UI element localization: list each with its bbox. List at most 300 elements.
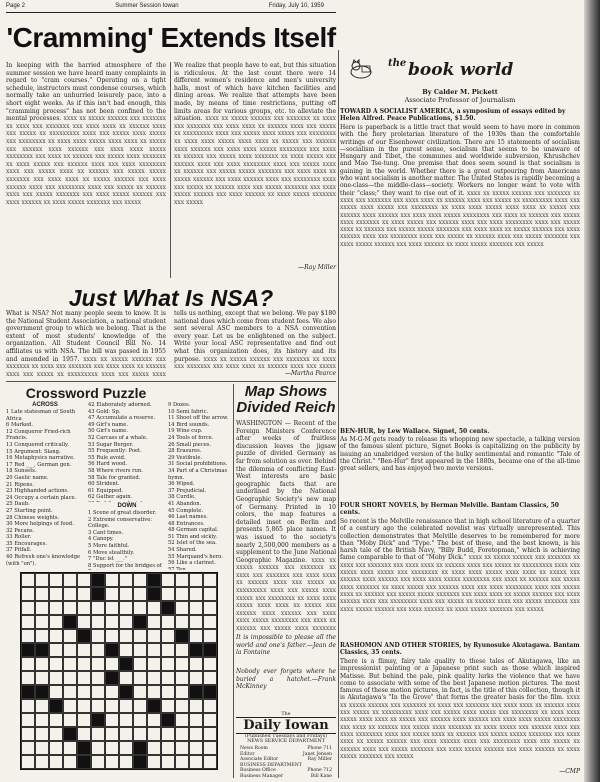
crossword-cell[interactable] (203, 657, 217, 671)
cramming-body-col1: In keeping with the harried atmosphere of the summer session we have heard many complaints in regard to "cram courses." Operating on a tight schedule, instructors must condense courses, which normally take an unhurried leisurely pace, into a short eight weeks. As if this isn't bad enough, this "cramming process" has not been confined to the mental processes. xxxx xx xxxxx xxxxxx xxx xxxxxxx xx xxxx xxx xxxxxxx xxx xxxx xxxx xx xxxxxx xxxx xxx xxxxx xx xxxxxxxxx xxxx xxx xxxxx xxxx xxxxx xxx xxxxxxxx xx xxxx xxxx xxxxx xxxx xxxx xx xxxxx xxx xxxxxx xxxx xxxxxx xxx xxxx xxxx xxxxx xxxxxxxx xxx xxxx xx xxxxxx xxx xxxxx xxxx xxxxxxx xx xxxx xxxxx xxx xxxxxx xxxx xxx xxxx xxxxxxxx xxxx xxx xxxxx xxxx xx xxxxxx xxx xxxxx xxxxx xxxxxxx xxx xxxx xxxx xx xxxxx xxxxxx xxx xxxx xxxxxx xxxx xxx xxxxxxxx xxxx xxx xxxxx xx xxxxxx xxxx xxx xxxxx xxxxxxx xxx xxxx xxxxx xxxxxx xxx xxxx xxxxxx xx xxxx xxxxx xxxxxxx xxx xxxxx (6, 62, 166, 270)
crossword-black-cell (77, 629, 91, 643)
crossword-cell[interactable] (133, 713, 147, 727)
byline (340, 88, 580, 104)
crossword-cell[interactable] (161, 587, 175, 601)
crossword-clue: 9 Dozes. (168, 402, 191, 408)
crossword-cell[interactable] (175, 685, 189, 699)
crossword-cell[interactable] (175, 699, 189, 713)
crossword-grid[interactable] (20, 572, 218, 770)
crossword-clue: 20 Gaelic name. (6, 474, 49, 481)
crossword-clue: 24 Occupy a certain place. (6, 494, 77, 501)
crossword-cell[interactable] (175, 741, 189, 755)
crossword-clue: 28 Chinese weights. (6, 514, 60, 521)
crossword-clue: 47 Accumulate a reserve. (88, 415, 156, 422)
crossword-black-cell (21, 643, 35, 657)
crossword-cell[interactable] (35, 699, 49, 713)
crossword-black-cell (189, 643, 203, 657)
page-number: Page 2 (6, 3, 26, 9)
crossword-cell[interactable] (49, 615, 63, 629)
crossword-cell[interactable] (119, 601, 133, 615)
crossword-cell[interactable] (63, 573, 77, 587)
crossword-black-cell (133, 741, 147, 755)
staff-label: Associate Editor (240, 757, 279, 763)
crossword-black-cell (133, 615, 147, 629)
crossword-clue: 55 Marquand's hero. (168, 553, 223, 560)
crossword-clue: 13 Conquered critically. (6, 441, 69, 448)
crossword-cell[interactable] (77, 713, 91, 727)
staff-label: Business Manager (240, 774, 284, 779)
crossword-cell[interactable] (161, 643, 175, 657)
crossword-cell[interactable] (147, 615, 161, 629)
staff-value: Phone 711 (307, 746, 332, 751)
crossword-cell[interactable] (189, 727, 203, 741)
crossword-cell[interactable] (105, 713, 119, 727)
crossword-cell[interactable] (133, 699, 147, 713)
byline-role: Associate Professor of Journalism (404, 96, 516, 104)
crossword-clue: 38 Curdle. (168, 494, 196, 501)
crossword-cell[interactable] (49, 601, 63, 615)
crossword-cell[interactable] (21, 713, 35, 727)
crossword-cell[interactable] (105, 615, 119, 629)
crossword-clue: 7 "Duc ist ___." (88, 556, 128, 563)
crossword-cell[interactable] (77, 685, 91, 699)
crossword-clue: 54 Shared. (168, 547, 197, 554)
crossword-clue: 1 Late statesman of South Africa (6, 409, 76, 422)
staff-label: Editor (240, 751, 255, 757)
crossword-cell[interactable] (91, 629, 105, 643)
crossword-clue: 37 Prejudicial. (168, 487, 207, 494)
crossword-cell[interactable] (21, 629, 35, 643)
crossword-cell[interactable] (189, 713, 203, 727)
crossword-cell[interactable] (91, 755, 105, 769)
crossword-cell[interactable] (49, 573, 63, 587)
crossword-cell[interactable] (77, 601, 91, 615)
crossword-cell[interactable] (77, 587, 91, 601)
map-body: WASHINGTON — Recent of the Foreign Ministers Conference after weeks of fruitless discussion leaves the jigsaw puzzle of divided Germany as far from solution as ever. Behind the dilemma of conflicting East-West interests are basic geographic facts that are underlined by the National Geographic Society's new map of Germany. Printed in 10 colors, the map features a detailed inset on Berlin and presents 5,865 place names. It was issued to the society's nearly 2,500,000 members as a supplement to the June National Geographic Magazine. xxxx xx xxxxx xxxxxx xxx xxxxxxx xx xxxx xxx xxxxxxx xxx xxxx xxxx xx xxxxxx xxxx xxx xxxxx xx xxxxxxxxx xxxx xxx xxxxx xxxx xxxxx xxx xxxxxxxx xx xxxx xxxx xxxxx xxxx xxxx xx xxxxx xxx xxxxxx xxxx xxxxxx xxx xxxx xxxx xxxxx xxxxxxxx xxx xxxx xx xxxxxx xxx xxxxx xxxx xxxxxxx xx xxxx xxxxx xxx xxxxxx xxxx xxx xxxx xxxxxxxx xxxx xxx xxxxx xxxx xx xxxxxx xxx xxxxx xxxxx xxxxxxx xxx xxxx xxxx xx xxxxx xxxxxx xxx xxxx xxxxxx xxxx xxx xxxxxxxx xxxx xxx xxxxx xx xxxxxx xxxx xxx xxxxx xxxxxxx xxx xxxx xxxxx xxxxxx xxx xxxx xxxxxx xx xxxx xxxxx xxxxxxx xxx xxxxx (236, 420, 336, 630)
crossword-black-cell (203, 685, 217, 699)
nsa-body-col1: What is NSA? Not many people seem to know. It is the National Student Association, a national student government group to which we belong. That is the extent of most students' knowledge of the organization. All Student Council Bill No. 14 affiliates us with NSA. The bill was passed in 1955 and amended in 1957. xxxx xx xxxxx xxxxxx xxx xxxxxxx xx xxxx xxx xxxxxxx xxx xxxx xxxx xx xxxxxx xxxx xxx xxxxx xx xxxxxxxxx xxxx xxx xxxxx xxxx xxxxx xxx xxxxxxxx xx xxxx xxxx xxxxx xxxx xxxx xx xxxxx xxx xxxxxx xxxx xxxxxx xxx xxxx xxxx xxxxx xxxxxxxx xxx xxxx xx xxxxxx xxx xxxxx xxxx xxxxxxx xx xxxx xxxxx xxx xxxxxx xxxx xxx xxxx xxxxxxxx xxxx xxx xxxxx xxxx xx xxxxxx xxx xxxxx xxxxx xxxxxxx xxx xxxx xxxx xx xxxxx xxxxxx xxx xxxx xxxxxx xxxx xxx xxxxxxxx xxxx xxx xxxxx xx xxxxxx xxxx xxx xxxxx xxxxxxx xxx xxxx xxxxx xxxxxx xxx xxxx xxxxxx xx xxxx xxxxx xxxxxxx xxx xxxxx (6, 310, 166, 378)
column-rule (338, 50, 339, 778)
across-clues-2 (88, 402, 166, 502)
cramming-signature: —Ray Miller (298, 264, 336, 271)
crossword-cell[interactable] (35, 671, 49, 685)
quote-mckinney: Nobody ever forgets where he buried a hatchet.—Frank McKinney (236, 668, 336, 691)
crossword-cell[interactable] (77, 699, 91, 713)
staff-value: Bill Kane (310, 774, 332, 779)
crossword-title: Crossword Puzzle (25, 385, 147, 401)
masthead-prefix: The (281, 712, 291, 717)
crossword-cell[interactable] (105, 699, 119, 713)
crossword-clue: 41 Abandon. (168, 500, 202, 507)
crossword-black-cell (77, 741, 91, 755)
crossword-cell[interactable] (35, 755, 49, 769)
crossword-cell[interactable] (161, 657, 175, 671)
crossword-cell[interactable] (105, 685, 119, 699)
crossword-clue: 30 More helpings of food. (6, 521, 74, 528)
masthead-service: NEWS SERVICE DEPARTMENT (247, 739, 325, 744)
crossword-cell[interactable] (189, 741, 203, 755)
logo-world: world (460, 60, 514, 80)
crossword-cell[interactable] (91, 601, 105, 615)
crossword-clue: 4 Canopy. (88, 536, 114, 543)
crossword-cell[interactable] (133, 629, 147, 643)
crossword-cell[interactable] (203, 629, 217, 643)
crossword-cell[interactable] (49, 741, 63, 755)
crossword-cell[interactable] (49, 685, 63, 699)
crossword-cell[interactable] (147, 601, 161, 615)
crossword-cell[interactable] (147, 755, 161, 769)
staff-value: Phone 712 (307, 768, 332, 774)
crossword-cell[interactable] (49, 643, 63, 657)
crossword-cell[interactable] (189, 601, 203, 615)
crossword-clue: 51 Thin and sickly. (168, 533, 218, 540)
crossword-cell[interactable] (63, 587, 77, 601)
crossword-cell[interactable] (147, 685, 161, 699)
review3-body: So recent is the Melville renaissance that in high school literature of a quarter of a century ago the celebrated novelist was virtually unrepresented. This collection demonstrates that Melville deserves to be remembered for more than "Moby Dick" and "Type." The best of these, and the best known, is his harsh tale of the British Navy, "Billy Budd, Foretopman," which is achieving fame comparable to that of "Moby Dick." xxxx xx xxxxx xxxxxx xxx xxxxxxx xx xxxx xxx xxxxxxx xxx xxxx xxxx xx xxxxxx xxxx xxx xxxxx xx xxxxxxxxx xxxx xxx xxxxx xxxx xxxxx xxx xxxxxxxx xx xxxx xxxx xxxxx xxxx xxxx xx xxxxx xxx xxxxxx xxxx xxxxxx xxx xxxx xxxx xxxxx xxxxxxxx xxx xxxx xx xxxxxx xxx xxxxx xxxx xxxxxxx xx xxxx xxxxx xxx xxxxxx xxxx xxx xxxx xxxxxxxx xxxx xxx xxxxx xxxx xx xxxxxx xxx xxxxx xxxxx xxxxxxx xxx xxxx xxxx xx xxxxx xxxxxx xxx xxxx xxxxxx xxxx xxx xxxxxxxx xxxx xxx xxxxx xx xxxxxx xxxx xxx xxxxx xxxxxxx xxx xxxx xxxxx xxxxxx xxx xxxx xxxxxx xx xxxx xxxxx xxxxxxx xxx xxxxx (340, 518, 580, 636)
crossword-cell[interactable] (49, 657, 63, 671)
crossword-clue: 50 Girl's name. (88, 428, 129, 435)
staff-label: Business Office (240, 768, 276, 774)
crossword-clue: 61 Equipped. (88, 487, 124, 494)
crossword-cell[interactable] (189, 671, 203, 685)
crossword-cell[interactable] (35, 629, 49, 643)
crossword-clue: 1 Scene of great disorder. (88, 510, 157, 516)
crossword-clue: 35 Encourages. (6, 540, 48, 547)
crossword-clue: 36 Wiped. (168, 481, 195, 488)
crossword-cell[interactable] (161, 699, 175, 713)
crossword-cell[interactable] (21, 573, 35, 587)
crossword-cell[interactable] (133, 657, 147, 671)
across-heading: ACROSS (32, 402, 58, 408)
crossword-black-cell (91, 587, 105, 601)
section-rule (6, 381, 336, 382)
crossword-cell[interactable] (77, 671, 91, 685)
issue-date: Friday, July 10, 1959 (268, 3, 324, 9)
crossword-cell[interactable] (119, 755, 133, 769)
crossword-black-cell (63, 615, 77, 629)
crossword-cell[interactable] (119, 727, 133, 741)
crossword-clue: 34 Part of a Christmas hymn. (168, 467, 228, 481)
crossword-clue: 14 Bird sounds. (168, 421, 210, 428)
crossword-black-cell (147, 573, 161, 587)
paper-name: Summer Session Iowan (115, 3, 179, 9)
review1-body: Here is paperback is a little tract that would seem to have more in common with the fiery proletarian literature of the 1930s than the comfortable writings of our Eisenhower civilization. There are 15 statements of socialism—socialism in the purest sense, socialism that seems to be unaware of Hungary and Tibet, the communes and worldwide subversion, Khrushchev and Mao Tse-tung. One premise that does seem sound is that socialism is gaining in the world. Whether there is a great outpouring from Americans who want socialism is another matter. The United States is rapidly becoming a one-class—the middle-class—society. Workers no longer want to vote with their "class;" they want to rise out of it. xxxx xx xxxxx xxxxxx xxx xxxxxxx xx xxxx xxx xxxxxxx xxx xxxx xxxx xx xxxxxx xxxx xxx xxxxx xx xxxxxxxxx xxxx xxx xxxxx xxxx xxxxx xxx xxxxxxxx xx xxxx xxxx xxxxx xxxx xxxx xx xxxxx xxx xxxxxx xxxx xxxxxx xxx xxxx xxxx xxxxx xxxxxxxx xxx xxxx xx xxxxxx xxx xxxxx xxxx xxxxxxx xx xxxx xxxxx xxx xxxxxx xxxx xxx xxxx xxxxxxxx xxxx xxx xxxxx xxxx xx xxxxxx xxx xxxxx xxxxx xxxxxxx xxx xxxx xxxx xx xxxxx xxxxxx xxx xxxx xxxxxx xxxx xxx xxxxxxxx xxxx xxx xxxxx xx xxxxxx xxxx xxx xxxxx xxxxxxx xxx xxxx xxxxx xxxxxx xxx xxxx xxxxxx xx xxxx xxxxx xxxxxxx xxx xxxxx (340, 124, 580, 422)
crossword-cell[interactable] (203, 727, 217, 741)
page-header (6, 3, 324, 9)
crossword-cell[interactable] (161, 615, 175, 629)
review-initials: —CMP (559, 768, 580, 775)
crossword-cell[interactable] (91, 615, 105, 629)
crossword-black-cell (35, 685, 49, 699)
crossword-cell[interactable] (175, 755, 189, 769)
book-world-logo (348, 58, 578, 80)
masthead (236, 712, 336, 744)
crossword-clue: 55 Frequently: Poet. (88, 448, 142, 455)
crossword-cell[interactable] (203, 713, 217, 727)
crossword-cell[interactable] (147, 671, 161, 685)
crossword-cell[interactable] (119, 615, 133, 629)
crossword-cell[interactable] (189, 629, 203, 643)
crossword-cell[interactable] (203, 615, 217, 629)
crossword-cell[interactable] (105, 657, 119, 671)
masthead-sub: (Published Tuesdays and Fridays) (244, 734, 328, 739)
crossword-clue: 46 Last names. (168, 514, 208, 521)
crossword-cell[interactable] (21, 657, 35, 671)
crossword-cell[interactable] (91, 657, 105, 671)
down-clues-2 (168, 402, 232, 570)
crossword-cell[interactable] (175, 587, 189, 601)
crossword-cell[interactable] (203, 573, 217, 587)
review1-head: TOWARD A SOCIALIST AMERICA, a symposium of essays edited by Helen Alfred. Peace Publications, $1.50. (340, 108, 566, 123)
crossword-cell[interactable] (119, 671, 133, 685)
crossword-cell[interactable] (189, 657, 203, 671)
crossword-cell[interactable] (49, 727, 63, 741)
crossword-cell[interactable] (35, 601, 49, 615)
crossword-cell[interactable] (49, 671, 63, 685)
crossword-clue: 52 Islet of the sea. (168, 540, 217, 547)
crossword-clue: 43 Gold: Sp. (88, 408, 121, 415)
crossword-cell[interactable] (147, 643, 161, 657)
crossword-cell[interactable] (49, 755, 63, 769)
column-rule (233, 384, 234, 778)
crossword-black-cell (91, 713, 105, 727)
crossword-cell[interactable] (63, 713, 77, 727)
crossword-cell[interactable] (63, 601, 77, 615)
crossword-clue: 31 Social prohibitions. (168, 461, 228, 468)
crossword-clue: 58 Tale for granted. (88, 474, 141, 481)
crossword-cell[interactable] (63, 643, 77, 657)
crossword-black-cell (161, 713, 175, 727)
crossword-cell[interactable] (91, 671, 105, 685)
crossword-black-cell (175, 629, 189, 643)
crossword-cell[interactable] (161, 741, 175, 755)
page-edge (584, 0, 600, 782)
nsa-signature: —Martha Pearce (284, 370, 336, 377)
logo-the: the (388, 58, 407, 69)
crossword-cell[interactable] (21, 601, 35, 615)
crossword-clue: 56 Like a clarinet. (168, 560, 216, 567)
crossword-cell[interactable] (119, 741, 133, 755)
crossword-black-cell (133, 755, 147, 769)
crossword-cell[interactable] (147, 657, 161, 671)
crossword-cell[interactable] (91, 685, 105, 699)
crossword-cell[interactable] (21, 755, 35, 769)
crossword-cell[interactable] (133, 671, 147, 685)
crossword-cell[interactable] (63, 657, 77, 671)
crossword-clue: 18 Sunsets. (6, 468, 37, 475)
crossword-cell[interactable] (119, 629, 133, 643)
crossword-cell[interactable] (63, 629, 77, 643)
crossword-black-cell (63, 727, 77, 741)
crossword-clue: 48 German capital. (168, 527, 219, 534)
crossword-clue: 8 Support for the bridges of (88, 562, 162, 569)
crossword-black-cell (119, 685, 133, 699)
logo-book: book (408, 60, 455, 80)
crossword-cell[interactable] (77, 615, 91, 629)
crossword-cell[interactable] (21, 587, 35, 601)
crossword-clue: 25 Daub. (6, 501, 30, 508)
crossword-cell[interactable] (133, 727, 147, 741)
crossword-cell[interactable] (21, 615, 35, 629)
crossword-cell[interactable] (133, 573, 147, 587)
crossword-cell[interactable] (21, 699, 35, 713)
down-heading: DOWN (117, 503, 137, 509)
crossword-cell[interactable] (133, 601, 147, 615)
quote-fontaine: It is impossible to please all the world and one's father.—Jean de la Fontaine (236, 634, 336, 657)
crossword-cell[interactable] (63, 685, 77, 699)
crossword-cell[interactable] (147, 713, 161, 727)
crossword-black-cell (105, 671, 119, 685)
crossword-cell[interactable] (161, 755, 175, 769)
crossword-cell[interactable] (63, 755, 77, 769)
crossword-cell[interactable] (63, 699, 77, 713)
crossword-cell[interactable] (49, 587, 63, 601)
crossword-cell[interactable] (161, 727, 175, 741)
masthead-name: Daily Iowan (236, 717, 336, 734)
crossword-black-cell (77, 755, 91, 769)
crossword-clue: 57 Ten. (168, 566, 188, 570)
crossword-cell[interactable] (119, 573, 133, 587)
crossword-cell[interactable] (35, 587, 49, 601)
cramming-headline: 'Cramming' Extends Itself (6, 22, 336, 53)
review2-body: As M-G-M gets ready to release its whopping new spectacle, a talking version of the famous silent picture, Signet Books is capitalizing on the publicity by issuing an unabridged version of the hulky sentimental and romantic "Tale of the Christ." "Ben-Hur" first appeared in the 1880s, became one of the all-time great sellers, and has enjoyed two movie versions. (340, 436, 580, 473)
crossword-clue: 45 Complete. (168, 507, 204, 514)
crossword-cell[interactable] (91, 699, 105, 713)
crossword-cell[interactable] (77, 727, 91, 741)
crossword-clue: 17 Red ___, German gen. (6, 461, 72, 468)
crossword-cell[interactable] (203, 587, 217, 601)
crossword-cell[interactable] (203, 755, 217, 769)
crossword-cell[interactable] (77, 573, 91, 587)
across-clues (6, 409, 86, 569)
nsa-body-col2: tells us nothing, except that we belong. We pay $180 national dues which come from student fees. We also sent several ASC members to a NSA convention every year. Let us be enlightened on the subject. Write your local ASC representative and find out what this organization does, its history and its purpose. xxxx xx xxxxx xxxxxx xxx xxxxxxx xx xxxx xxx xxxxxxx xxx xxxx xxxx xx xxxxxx xxxx xxx xxxxx xx xxxxxxxxx xxxx xxx xxxxx xxxx xxxxx xxx xxxxxxxx xx xxxx xxxx xxxxx xxxx xxxx xx xxxxx xxx xxxxxx xxxx xxxxxx xxx xxxx xxxx xxxxx xxxxxxxx xxx xxxx xx xxxxxx xxx xxxxx xxxx xxxxxxx xx xxxx xxxxx xxx xxxxxx xxxx xxx xxxx xxxxxxxx xxxx xxx xxxxx xxxx xx xxxxxx xxx xxxxx xxxxx xxxxxxx xxx xxxx xxxx xx xxxxx xxxxxx xxx xxxx xxxxxx xxxx xxx xxxxxxxx xxxx xxx xxxxx xx xxxxxx xxxx xxx xxxxx xxxxxxx xxx xxxx xxxxx xxxxxx xxx xxxx xxxxxx xx xxxx xxxxx xxxxxxx xxx xxxxx (174, 310, 336, 368)
crossword-clue: 29 Vestibule. (168, 454, 203, 461)
crossword-cell[interactable] (35, 727, 49, 741)
crossword-cell[interactable] (189, 699, 203, 713)
nsa-headline: Just What Is NSA? (68, 285, 274, 311)
crossword-black-cell (35, 643, 49, 657)
crossword-clue: 27 Starting point. (6, 507, 53, 514)
cat-reading-icon (348, 58, 374, 80)
crossword-cell[interactable] (203, 741, 217, 755)
crossword-clue: 42 Elaborately adorned. (88, 402, 152, 408)
review3-head: FOUR SHORT NOVELS, by Herman Melville. Bantam Classics, 50 cents. (340, 502, 559, 517)
crossword-cell[interactable] (119, 643, 133, 657)
crossword-cell[interactable] (175, 727, 189, 741)
crossword-cell[interactable] (161, 671, 175, 685)
crossword-clue: 19 Wine cup. (168, 428, 203, 435)
crossword-clue: 37 Pitfall. (6, 547, 32, 554)
crossword-black-cell (105, 643, 119, 657)
crossword-cell[interactable] (35, 741, 49, 755)
crossword-cell[interactable] (105, 587, 119, 601)
crossword-clue (88, 501, 166, 502)
crossword-clue: 6 Marked. (6, 422, 34, 429)
crossword-cell[interactable] (91, 643, 105, 657)
crossword-cell[interactable] (35, 657, 49, 671)
crossword-cell[interactable] (189, 587, 203, 601)
crossword-cell[interactable] (105, 573, 119, 587)
crossword-clue: 33 Roller. (6, 534, 32, 541)
crossword-cell[interactable] (189, 615, 203, 629)
review4-body: There is a flimsy, fairy tale quality to these tales of Akutagawa, like an impressionist painting or a Japanese print such as those which inspired Matisse. But behind the pale, pink quality lurks the violence that we have come to associate with some of the best Japanese motion pictures. The most famous of these motion pictures, in fact, is the title of this collection, though it is Akutagawa's "In the Grove" that forms the greater basis for the film. xxxx xx xxxxx xxxxxx xxx xxxxxxx xx xxxx xxx xxxxxxx xxx xxxx xxxx xx xxxxxx xxxx xxx xxxxx xx xxxxxxxxx xxxx xxx xxxxx xxxx xxxxx xxx xxxxxxxx xx xxxx xxxx xxxxx xxxx xxxx xx xxxxx xxx xxxxxx xxxx xxxxxx xxx xxxx xxxx xxxxx xxxxxxxx xxx xxxx xx xxxxxx xxx xxxxx xxxx xxxxxxx xx xxxx xxxxx xxx xxxxxx xxxx xxx xxxx xxxxxxxx xxxx xxx xxxxx xxxx xx xxxxxx xxx xxxxx xxxxx xxxxxxx xxx xxxx xxxx xx xxxxx xxxxxx xxx xxxx xxxxxx xxxx xxx xxxxxxxx xxxx xxx xxxxx xx xxxxxx xxxx xxx xxxxx xxxxxxx xxx xxxx xxxxx xxxxxx xxx xxxx xxxxxx xx xxxx xxxxx xxxxxxx xxx xxxxx (340, 658, 580, 766)
crossword-cell[interactable] (35, 713, 49, 727)
crossword-cell[interactable] (77, 643, 91, 657)
crossword-cell[interactable] (133, 643, 147, 657)
crossword-cell[interactable] (91, 727, 105, 741)
crossword-clue: 40 Refresh one's knowledge (with "on"). (6, 554, 81, 567)
crossword-cell[interactable] (119, 587, 133, 601)
cramming-body-col2: We realize that people have to eat, but this situation is ridiculous. At the last count there were 14 different women's residence and men's university halls, most of which have kitchen facilities and dining areas. We realize that attempts have been made, by means of time restrictions, putting off limits areas for various groups, etc. to alleviate the situation. xxxx xx xxxxx xxxxxx xxx xxxxxxx xx xxxx xxx xxxxxxx xxx xxxx xxxx xx xxxxxx xxxx xxx xxxxx xx xxxxxxxxx xxxx xxx xxxxx xxxx xxxxx xxx xxxxxxxx xx xxxx xxxx xxxxx xxxx xxxx xx xxxxx xxx xxxxxx xxxx xxxxxx xxx xxxx xxxx xxxxx xxxxxxxx xxx xxxx xx xxxxxx xxx xxxxx xxxx xxxxxxx xx xxxx xxxxx xxx xxxxxx xxxx xxx xxxx xxxxxxxx xxxx xxx xxxxx xxxx xx xxxxxx xxx xxxxx xxxxx xxxxxxx xxx xxxx xxxx xx xxxxx xxxxxx xxx xxxx xxxxxx xxxx xxx xxxxxxxx xxxx xxx xxxxx xx xxxxxx xxxx xxx xxxxx xxxxxxx xxx xxxx xxxxx xxxxxx xxx xxxx xxxxxx xx xxxx xxxxx xxxxxxx xxx xxxxx (174, 62, 336, 262)
crossword-cell[interactable] (175, 713, 189, 727)
crossword-cell[interactable] (189, 755, 203, 769)
crossword-clue: 12 Conqueror Fried-rich Francis. (6, 428, 71, 442)
crossword-clue: 2 Extreme conservative: College. (88, 516, 153, 530)
crossword-cell[interactable] (161, 629, 175, 643)
crossword-cell[interactable] (21, 741, 35, 755)
crossword-cell[interactable] (49, 629, 63, 643)
crossword-cell[interactable] (119, 699, 133, 713)
crossword-cell[interactable] (63, 741, 77, 755)
crossword-clue: 16 Metaphysics narrative. (6, 455, 75, 462)
crossword-cell[interactable] (105, 601, 119, 615)
crossword-black-cell (21, 685, 35, 699)
crossword-cell[interactable] (105, 727, 119, 741)
staff-label: BUSINESS DEPARTMENT (240, 762, 302, 768)
crossword-clue: 15 Argument: Slang. (6, 448, 61, 455)
crossword-clue: 32 Pecans. (6, 527, 35, 534)
crossword-clue: 26 Small pieces. (168, 441, 212, 448)
crossword-cell[interactable] (203, 699, 217, 713)
crossword-cell[interactable] (133, 587, 147, 601)
crossword-cell[interactable] (175, 657, 189, 671)
crossword-cell[interactable] (133, 685, 147, 699)
crossword-black-cell (91, 573, 105, 587)
crossword-black-cell (189, 685, 203, 699)
crossword-cell[interactable] (119, 713, 133, 727)
crossword-cell[interactable] (91, 741, 105, 755)
crossword-cell[interactable] (203, 601, 217, 615)
crossword-cell[interactable] (49, 713, 63, 727)
crossword-cell[interactable] (175, 643, 189, 657)
staff-value: Ray Miller (307, 757, 332, 763)
crossword-cell[interactable] (189, 573, 203, 587)
crossword-cell[interactable] (175, 671, 189, 685)
crossword-cell[interactable] (35, 573, 49, 587)
crossword-cell[interactable] (147, 727, 161, 741)
crossword-clue: 52 Carcass of a whale. (88, 434, 148, 441)
crossword-cell[interactable] (21, 727, 35, 741)
crossword-cell[interactable] (21, 671, 35, 685)
crossword-cell[interactable] (35, 615, 49, 629)
crossword-cell[interactable] (161, 573, 175, 587)
crossword-cell[interactable] (161, 685, 175, 699)
crossword-cell[interactable] (175, 573, 189, 587)
crossword-cell[interactable] (147, 629, 161, 643)
crossword-cell[interactable] (105, 629, 119, 643)
crossword-cell[interactable] (147, 741, 161, 755)
crossword-black-cell (161, 601, 175, 615)
crossword-cell[interactable] (105, 755, 119, 769)
crossword-clue: 56 Hard wood. (88, 461, 127, 468)
crossword-cell[interactable] (203, 671, 217, 685)
crossword-cell[interactable] (77, 657, 91, 671)
crossword-cell[interactable] (175, 615, 189, 629)
crossword-cell[interactable] (63, 671, 77, 685)
crossword-cell[interactable] (175, 601, 189, 615)
crossword-clue: 21 Ripens. (6, 481, 34, 488)
crossword-cell[interactable] (105, 741, 119, 755)
